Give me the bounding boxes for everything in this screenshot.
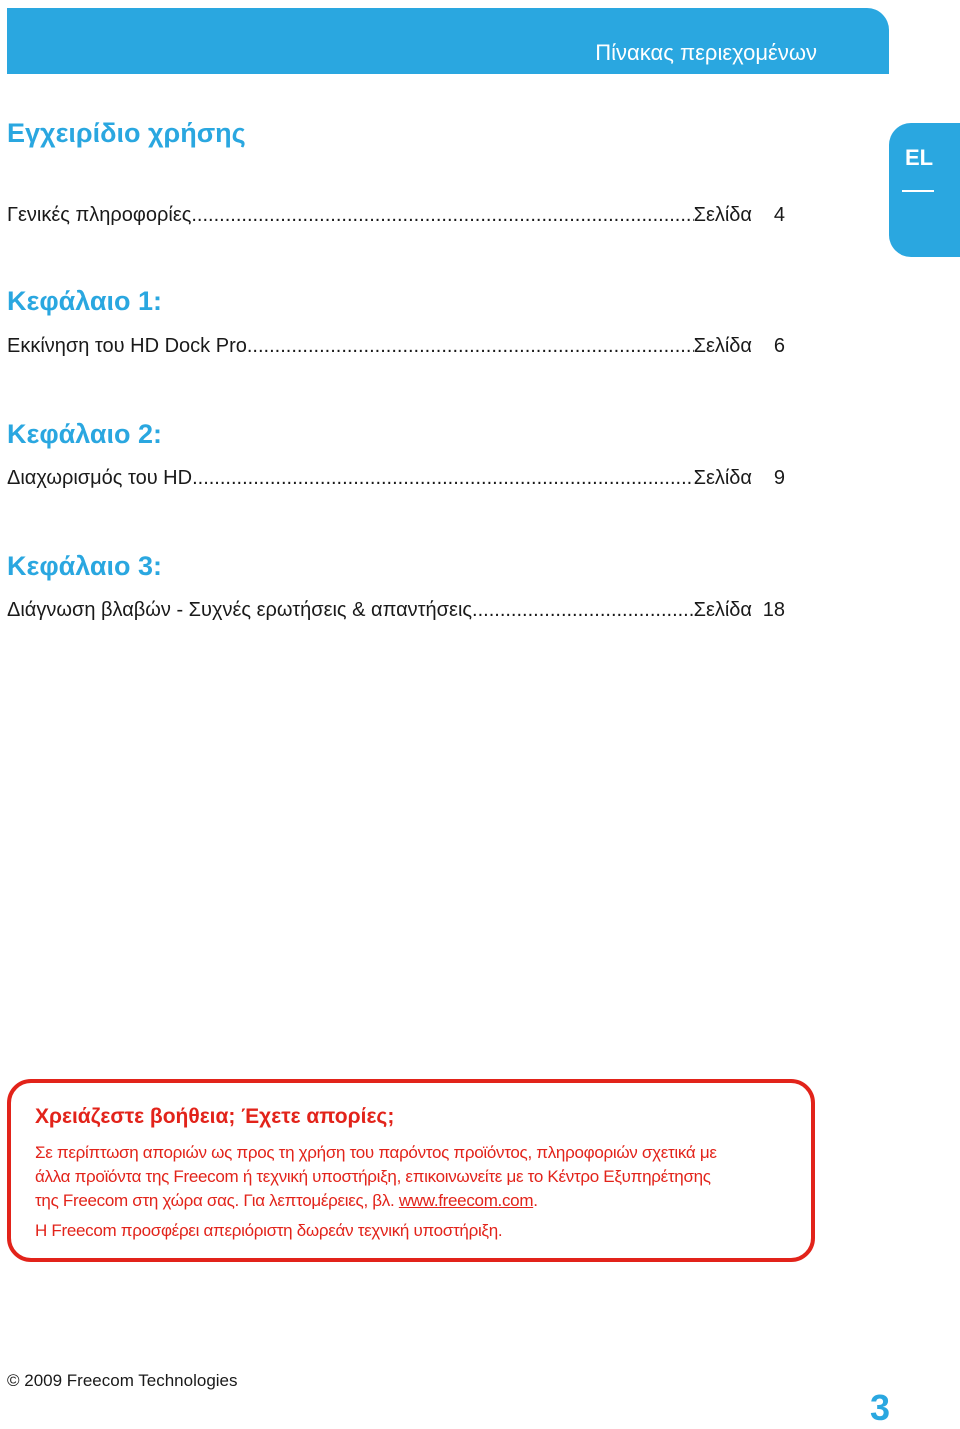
toc-row[interactable] <box>7 599 785 625</box>
help-title: Χρειάζεστε βοήθεια; Έχετε απορίες; <box>35 1105 395 1128</box>
language-underline <box>902 190 934 192</box>
help-body <box>35 1141 795 1243</box>
toc-page-label: Σελίδα <box>693 467 752 489</box>
help-text-line: Η Freecom προσφέρει απεριόριστη δωρεάν τεχνική υποστήριξη. <box>35 1221 503 1240</box>
language-label: EL <box>904 145 934 170</box>
toc-leader-dots <box>191 204 693 227</box>
help-text-suffix: . <box>533 1191 538 1210</box>
toc-row[interactable] <box>7 204 785 230</box>
toc-page-label: Σελίδα <box>693 335 752 357</box>
header-bar <box>7 8 889 74</box>
header-title: Πίνακας περιεχομένων <box>595 40 817 65</box>
toc-page-label: Σελίδα <box>693 204 752 226</box>
page-number: 3 <box>869 1387 890 1428</box>
toc-main-heading: Εγχειρίδιο χρήσης <box>7 118 246 148</box>
toc-row[interactable] <box>7 467 785 493</box>
toc-entry-text: Διαχωρισμός του HD <box>7 467 193 489</box>
chapter-1-heading: Κεφάλαιο 1: <box>7 286 163 316</box>
help-text-line: άλλα προϊόντα της Freecom ή τεχνική υποστήριξη, επικοινωνείτε με το Κέντρο Εξυπηρέτησης <box>35 1167 711 1186</box>
toc-entry-text: Εκκίνηση του HD Dock Pro <box>7 335 247 357</box>
toc-page-number: 6 <box>773 335 785 357</box>
toc-page-number: 18 <box>762 599 785 621</box>
toc-entry-text: Γενικές πληροφορίες <box>7 204 192 226</box>
chapter-2-heading: Κεφάλαιο 2: <box>7 419 163 449</box>
help-text-line <box>35 1189 795 1213</box>
help-text-prefix: της Freecom στη χώρα σας. Για λεπτομέρειες, βλ. <box>35 1191 399 1210</box>
language-tab <box>889 123 960 257</box>
chapter-3-heading: Κεφάλαιο 3: <box>7 551 163 581</box>
toc-leader-dots <box>192 467 694 490</box>
toc-page-label: Σελίδα <box>693 599 752 621</box>
help-text-line: Σε περίπτωση αποριών ως προς τη χρήση του παρόντος προϊόντος, πληροφοριών σχετικά με <box>35 1143 717 1162</box>
freecom-link[interactable]: www.freecom.com <box>398 1191 534 1210</box>
toc-leader-dots <box>247 335 694 358</box>
copyright: © 2009 Freecom Technologies <box>7 1371 238 1390</box>
toc-page-number: 4 <box>773 204 785 226</box>
toc-page-number: 9 <box>773 467 785 489</box>
help-box <box>7 1079 815 1262</box>
toc-row[interactable] <box>7 335 785 361</box>
toc-leader-dots <box>472 599 694 622</box>
toc-entry-text: Διάγνωση βλαβών - Συχνές ερωτήσεις & απαντήσεις <box>7 599 473 621</box>
